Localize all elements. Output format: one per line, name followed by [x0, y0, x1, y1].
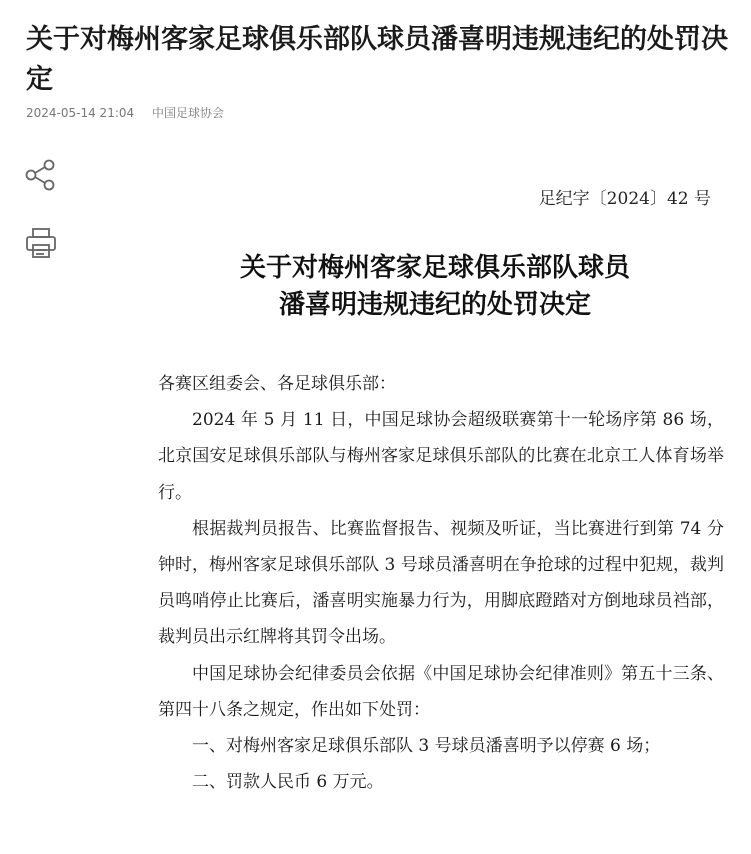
body-paragraph: 根据裁判员报告、比赛监督报告、视频及听证，当比赛进行到第 74 分钟时，梅州客家足球俱乐部队 3 号球员潘喜明在争抢球的过程中犯规，裁判员鸣哨停止比赛后，潘喜明实施暴力行为，用脚底蹬踏对方倒地球员裆部，裁判员出示红牌将其罚令出场。	[158, 518, 724, 648]
article-meta	[26, 104, 224, 121]
print-icon[interactable]	[24, 226, 58, 260]
salutation: 各赛区组委会、各足球俱乐部：	[158, 374, 396, 394]
article-source[interactable]: 中国足球协会	[151, 106, 224, 120]
body-paragraph: 2024 年 5 月 11 日，中国足球协会超级联赛第十一轮场序第 86 场，北京国安足球俱乐部队与梅州客家足球俱乐部队的比赛在北京工人体育场举行。	[158, 410, 724, 503]
penalty-item: 二、罚款人民币 6 万元。	[192, 772, 384, 793]
share-icon[interactable]	[24, 158, 58, 192]
penalty-item: 一、对梅州客家足球俱乐部队 3 号球员潘喜明予以停赛 6 场；	[192, 736, 661, 757]
document-body	[158, 366, 724, 800]
article-title: 关于对梅州客家足球俱乐部队球员潘喜明违规违纪的处罚决定	[26, 24, 728, 95]
document-number: 足纪字〔2024〕42 号	[538, 189, 711, 209]
publish-date: 2024-05-14 21:04	[26, 106, 135, 120]
body-paragraph: 中国足球协会纪律委员会依据《中国足球协会纪律准则》第五十三条、第四十八条之规定，作出如下处罚：	[158, 663, 724, 720]
document-title-line-2: 潘喜明违规违纪的处罚决定	[278, 290, 591, 320]
document-title-line-1: 关于对梅州客家足球俱乐部队球员	[239, 253, 630, 283]
document-title	[150, 250, 720, 324]
